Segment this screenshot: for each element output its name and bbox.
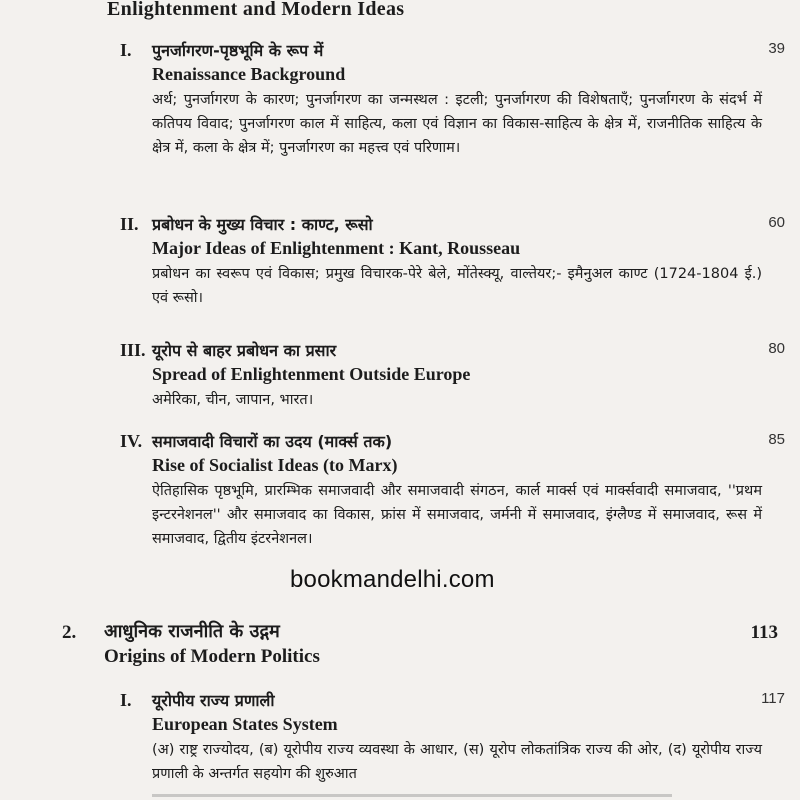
chapter-english-title: Origins of Modern Politics [104,646,320,667]
entry-page-number: 60 [768,214,785,231]
entry-english-title: Renaissance Background [152,64,346,84]
section-title: Enlightenment and Modern Ideas [107,0,405,20]
entry-hindi-title: समाजवादी विचारों का उदय (मार्क्स तक) [152,432,393,451]
entry-hindi-title: पुनर्जागरण-पृष्ठभूमि के रूप में [152,41,324,60]
entry-numeral: III. [120,340,146,360]
entry-numeral: I. [120,40,132,60]
entry-description: प्रबोधन का स्वरूप एवं विकास; प्रमुख विचारक-पेरे बेले, मोंतेस्क्यू, वाल्तेयर;- इमैनुअल काण्ट (1724-1804 ई.) एवं रूसो। [152,266,762,306]
entry-numeral: II. [120,214,139,234]
entry-page-number: 85 [768,431,785,448]
entry-hindi-title: यूरोप से बाहर प्रबोधन का प्रसार [152,341,337,360]
entry-description: ऐतिहासिक पृष्ठभूमि, प्रारम्भिक समाजवादी और समाजवादी संगठन, कार्ल मार्क्स एवं मार्क्सवादी समाजवाद, ''प्रथम इन्टरनेशनल'' और समाजवाद का विकास, फ्रांस में समाजवाद, जर्मनी में समाजवाद, इंग्लैण्ड में समाजवाद, रूस में समाजवाद, द्वितीय इंटरनेशनल। [152,483,762,547]
entry-english-title: European States System [152,714,338,734]
entry-hindi-title: प्रबोधन के मुख्य विचार : काण्ट, रूसो [152,215,373,234]
chapter-number: 2. [62,622,77,643]
entry-page-number: 80 [768,340,785,357]
entry-numeral: I. [120,690,132,710]
entry-description: (अ) राष्ट्र राज्योदय, (ब) यूरोपीय राज्य व्यवस्था के आधार, (स) यूरोप लोकतांत्रिक राज्य की ओर, (द) यूरोपीय राज्य प्रणाली के अन्तर्गत सहयोग की शुरुआत [152,742,762,782]
entry-numeral: IV. [120,431,143,451]
entry-english-title: Rise of Socialist Ideas (to Marx) [152,455,398,475]
entry-description: अर्थ; पुनर्जागरण के कारण; पुनर्जागरण का जन्मस्थल : इटली; पुनर्जागरण की विशेषताएँ; पुनर्जागरण के संदर्भ में कतिपय विवाद; पुनर्जागरण काल में साहित्य, कला एवं विज्ञान का विकास-साहित्य के क्षेत्र में, राजनीतिक साहित्य के क्षेत्र में, कला के क्षेत्र में; पुनर्जागरण का महत्त्व एवं परिणाम। [152,92,762,156]
chapter-hindi-title: आधुनिक राजनीति के उद्गम [104,621,280,642]
entry-english-title: Major Ideas of Enlightenment : Kant, Rousseau [152,238,521,258]
entry-page-number: 117 [761,690,785,707]
entry-hindi-title: यूरोपीय राज्य प्रणाली [152,691,275,710]
cut-off-text-line [152,790,672,800]
entry-page-number: 39 [768,40,785,57]
watermark-text: bookmandelhi.com [290,566,495,593]
entry-description: अमेरिका, चीन, जापान, भारत। [152,392,314,408]
chapter-page-number: 113 [750,622,778,643]
entry-english-title: Spread of Enlightenment Outside Europe [152,364,471,384]
